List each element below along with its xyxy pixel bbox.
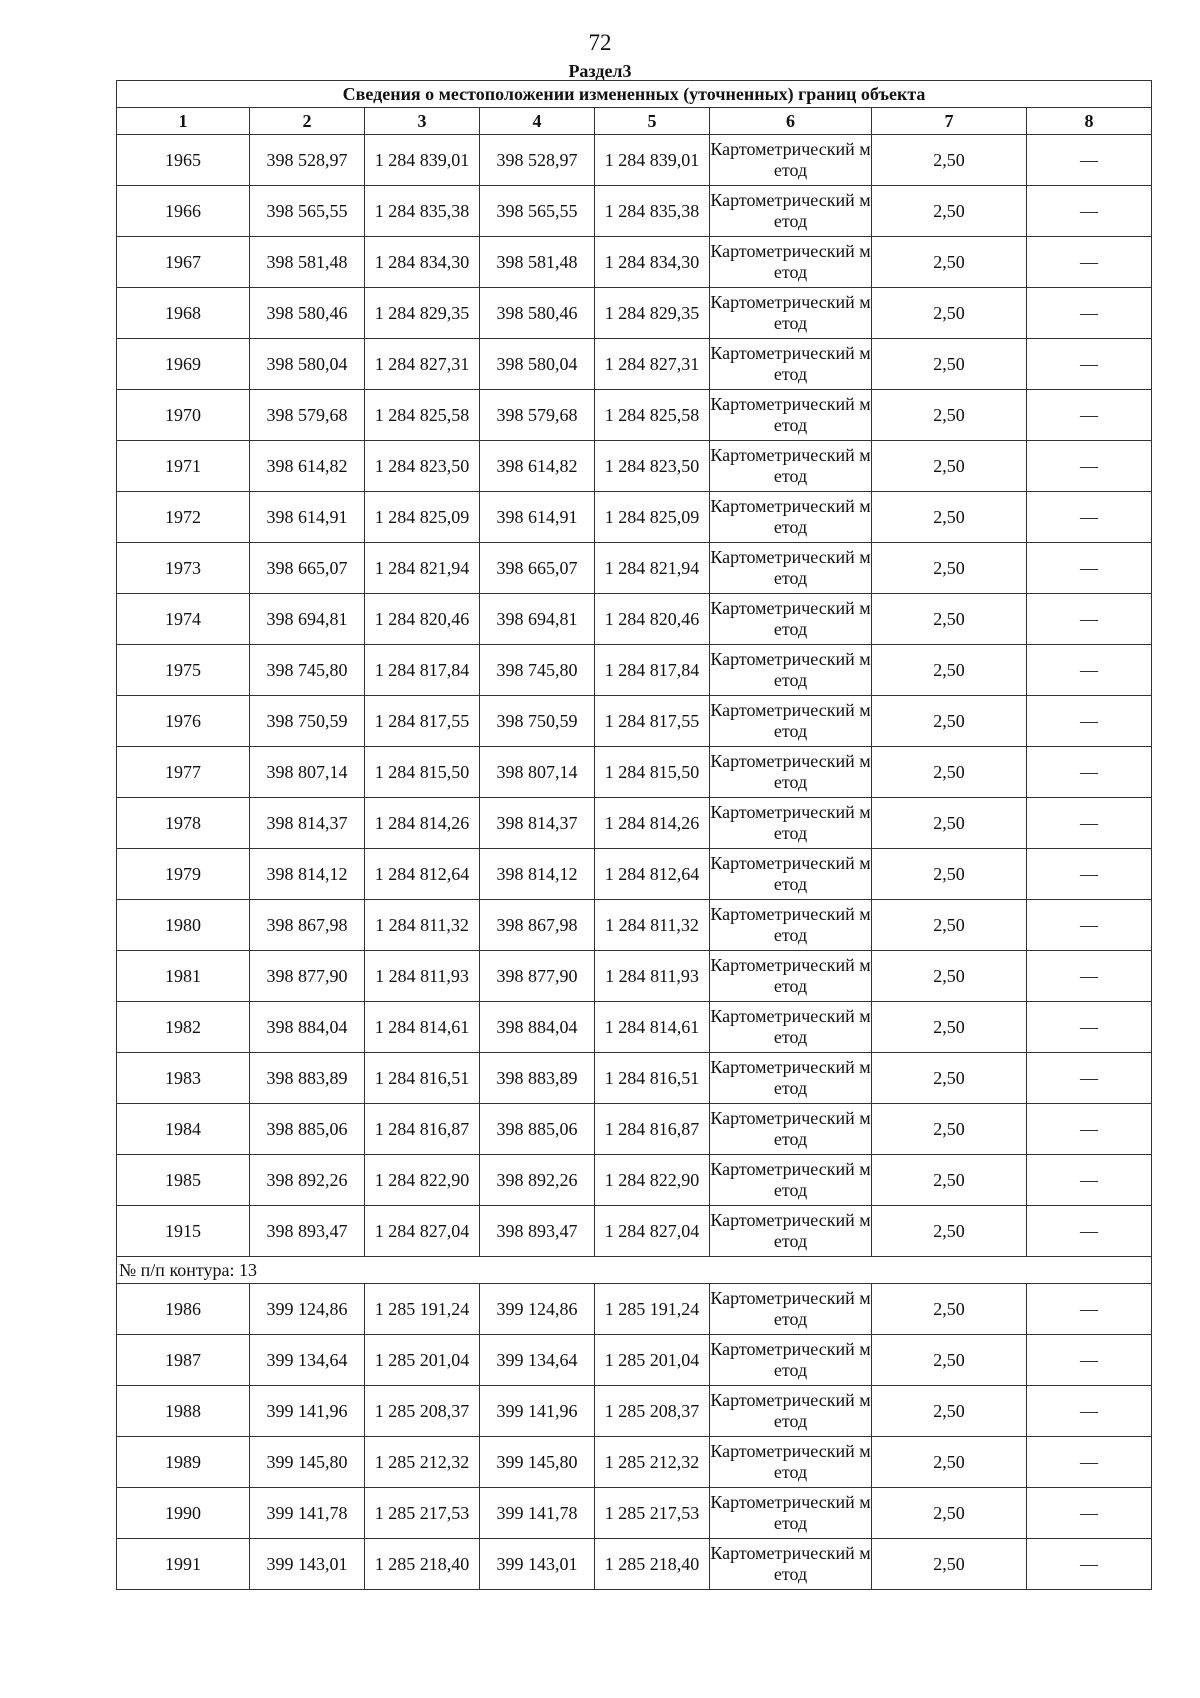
table-row [117, 696, 1152, 747]
existing-x-cell: 398 665,07 [250, 543, 365, 594]
table-row [117, 900, 1152, 951]
existing-x-cell: 398 745,80 [250, 645, 365, 696]
table-row [117, 135, 1152, 186]
point-number-cell: 1980 [117, 900, 250, 951]
accuracy-cell: 2,50 [872, 543, 1027, 594]
new-y-cell: 1 284 814,26 [595, 798, 710, 849]
table-row [117, 849, 1152, 900]
description-cell: — [1027, 1335, 1152, 1386]
accuracy-cell: 2,50 [872, 645, 1027, 696]
determination-method-cell: Картометрический метод [710, 135, 872, 186]
table-row [117, 645, 1152, 696]
determination-method-cell: Картометрический метод [710, 900, 872, 951]
new-x-cell: 398 814,37 [480, 798, 595, 849]
existing-x-cell: 398 883,89 [250, 1053, 365, 1104]
new-x-cell: 399 141,96 [480, 1386, 595, 1437]
determination-method-cell: Картометрический метод [710, 288, 872, 339]
column-header-8: 8 [1027, 108, 1152, 135]
point-number-cell: 1983 [117, 1053, 250, 1104]
new-y-cell: 1 284 814,61 [595, 1002, 710, 1053]
point-number-cell: 1987 [117, 1335, 250, 1386]
existing-x-cell: 398 814,12 [250, 849, 365, 900]
point-number-cell: 1986 [117, 1284, 250, 1335]
determination-method-cell: Картометрический метод [710, 747, 872, 798]
determination-method-cell: Картометрический метод [710, 645, 872, 696]
existing-x-cell: 398 885,06 [250, 1104, 365, 1155]
determination-method-cell: Картометрический метод [710, 186, 872, 237]
point-number-cell: 1990 [117, 1488, 250, 1539]
column-header-1: 1 [117, 108, 250, 135]
accuracy-cell: 2,50 [872, 339, 1027, 390]
point-number-cell: 1977 [117, 747, 250, 798]
accuracy-cell: 2,50 [872, 798, 1027, 849]
existing-y-cell: 1 284 825,58 [365, 390, 480, 441]
description-cell: — [1027, 288, 1152, 339]
table-row [117, 951, 1152, 1002]
description-cell: — [1027, 951, 1152, 1002]
table-row [117, 492, 1152, 543]
new-y-cell: 1 284 811,93 [595, 951, 710, 1002]
determination-method-cell: Картометрический метод [710, 1002, 872, 1053]
boundary-coordinates-table [116, 80, 1152, 1590]
table-row [117, 186, 1152, 237]
existing-y-cell: 1 284 827,04 [365, 1206, 480, 1257]
point-number-cell: 1966 [117, 186, 250, 237]
existing-y-cell: 1 284 817,55 [365, 696, 480, 747]
existing-y-cell: 1 284 816,87 [365, 1104, 480, 1155]
description-cell: — [1027, 390, 1152, 441]
point-number-cell: 1984 [117, 1104, 250, 1155]
description-cell: — [1027, 492, 1152, 543]
table-row [117, 747, 1152, 798]
table-row [117, 798, 1152, 849]
accuracy-cell: 2,50 [872, 288, 1027, 339]
accuracy-cell: 2,50 [872, 1437, 1027, 1488]
determination-method-cell: Картометрический метод [710, 1053, 872, 1104]
determination-method-cell: Картометрический метод [710, 1488, 872, 1539]
column-header-5: 5 [595, 108, 710, 135]
accuracy-cell: 2,50 [872, 594, 1027, 645]
existing-x-cell: 398 694,81 [250, 594, 365, 645]
new-x-cell: 398 665,07 [480, 543, 595, 594]
column-header-6: 6 [710, 108, 872, 135]
point-number-cell: 1965 [117, 135, 250, 186]
existing-x-cell: 398 580,46 [250, 288, 365, 339]
column-header-2: 2 [250, 108, 365, 135]
existing-x-cell: 398 614,91 [250, 492, 365, 543]
existing-y-cell: 1 284 823,50 [365, 441, 480, 492]
new-x-cell: 398 528,97 [480, 135, 595, 186]
existing-x-cell: 399 143,01 [250, 1539, 365, 1590]
existing-x-cell: 398 528,97 [250, 135, 365, 186]
page-number: 72 [588, 30, 612, 55]
accuracy-cell: 2,50 [872, 441, 1027, 492]
determination-method-cell: Картометрический метод [710, 1284, 872, 1335]
existing-y-cell: 1 284 834,30 [365, 237, 480, 288]
description-cell: — [1027, 1104, 1152, 1155]
existing-y-cell: 1 284 817,84 [365, 645, 480, 696]
new-x-cell: 399 124,86 [480, 1284, 595, 1335]
determination-method-cell: Картометрический метод [710, 1206, 872, 1257]
existing-y-cell: 1 284 814,61 [365, 1002, 480, 1053]
accuracy-cell: 2,50 [872, 390, 1027, 441]
existing-x-cell: 398 877,90 [250, 951, 365, 1002]
new-x-cell: 398 885,06 [480, 1104, 595, 1155]
description-cell: — [1027, 1437, 1152, 1488]
new-x-cell: 398 750,59 [480, 696, 595, 747]
new-y-cell: 1 284 820,46 [595, 594, 710, 645]
accuracy-cell: 2,50 [872, 1335, 1027, 1386]
existing-y-cell: 1 285 212,32 [365, 1437, 480, 1488]
description-cell: — [1027, 696, 1152, 747]
column-header-7: 7 [872, 108, 1027, 135]
point-number-cell: 1967 [117, 237, 250, 288]
new-x-cell: 398 893,47 [480, 1206, 595, 1257]
new-x-cell: 398 580,46 [480, 288, 595, 339]
point-number-cell: 1979 [117, 849, 250, 900]
new-y-cell: 1 284 811,32 [595, 900, 710, 951]
determination-method-cell: Картометрический метод [710, 1437, 872, 1488]
existing-y-cell: 1 284 820,46 [365, 594, 480, 645]
point-number-cell: 1981 [117, 951, 250, 1002]
determination-method-cell: Картометрический метод [710, 594, 872, 645]
section-title: Раздел3 [568, 61, 632, 81]
table-row [117, 390, 1152, 441]
point-number-cell: 1978 [117, 798, 250, 849]
description-cell: — [1027, 135, 1152, 186]
accuracy-cell: 2,50 [872, 237, 1027, 288]
table-row [117, 1206, 1152, 1257]
existing-y-cell: 1 284 829,35 [365, 288, 480, 339]
point-number-cell: 1970 [117, 390, 250, 441]
new-x-cell: 398 807,14 [480, 747, 595, 798]
description-cell: — [1027, 237, 1152, 288]
description-cell: — [1027, 645, 1152, 696]
new-y-cell: 1 285 217,53 [595, 1488, 710, 1539]
description-cell: — [1027, 339, 1152, 390]
contour-label-row [117, 1257, 1152, 1284]
existing-y-cell: 1 284 822,90 [365, 1155, 480, 1206]
column-header-4: 4 [480, 108, 595, 135]
existing-x-cell: 398 581,48 [250, 237, 365, 288]
determination-method-cell: Картометрический метод [710, 390, 872, 441]
description-cell: — [1027, 1488, 1152, 1539]
table-row [117, 1437, 1152, 1488]
determination-method-cell: Картометрический метод [710, 1104, 872, 1155]
existing-y-cell: 1 284 835,38 [365, 186, 480, 237]
column-header-3: 3 [365, 108, 480, 135]
new-y-cell: 1 284 816,87 [595, 1104, 710, 1155]
table-row [117, 1539, 1152, 1590]
table-row [117, 1335, 1152, 1386]
point-number-cell: 1976 [117, 696, 250, 747]
new-x-cell: 398 565,55 [480, 186, 595, 237]
new-y-cell: 1 284 815,50 [595, 747, 710, 798]
description-cell: — [1027, 543, 1152, 594]
new-x-cell: 398 884,04 [480, 1002, 595, 1053]
point-number-cell: 1989 [117, 1437, 250, 1488]
accuracy-cell: 2,50 [872, 135, 1027, 186]
existing-x-cell: 398 807,14 [250, 747, 365, 798]
description-cell: — [1027, 441, 1152, 492]
accuracy-cell: 2,50 [872, 849, 1027, 900]
existing-x-cell: 399 134,64 [250, 1335, 365, 1386]
existing-x-cell: 398 893,47 [250, 1206, 365, 1257]
accuracy-cell: 2,50 [872, 1206, 1027, 1257]
description-cell: — [1027, 1206, 1152, 1257]
new-y-cell: 1 284 834,30 [595, 237, 710, 288]
new-y-cell: 1 284 817,84 [595, 645, 710, 696]
new-y-cell: 1 284 825,58 [595, 390, 710, 441]
accuracy-cell: 2,50 [872, 1053, 1027, 1104]
accuracy-cell: 2,50 [872, 492, 1027, 543]
existing-x-cell: 399 141,96 [250, 1386, 365, 1437]
existing-y-cell: 1 285 217,53 [365, 1488, 480, 1539]
existing-y-cell: 1 285 201,04 [365, 1335, 480, 1386]
existing-x-cell: 399 141,78 [250, 1488, 365, 1539]
point-number-cell: 1982 [117, 1002, 250, 1053]
new-y-cell: 1 284 827,04 [595, 1206, 710, 1257]
description-cell: — [1027, 1053, 1152, 1104]
existing-y-cell: 1 284 811,32 [365, 900, 480, 951]
new-x-cell: 398 745,80 [480, 645, 595, 696]
new-y-cell: 1 284 823,50 [595, 441, 710, 492]
table-row [117, 1002, 1152, 1053]
new-y-cell: 1 284 822,90 [595, 1155, 710, 1206]
new-y-cell: 1 284 817,55 [595, 696, 710, 747]
description-cell: — [1027, 186, 1152, 237]
accuracy-cell: 2,50 [872, 1386, 1027, 1437]
existing-x-cell: 398 892,26 [250, 1155, 365, 1206]
new-y-cell: 1 284 812,64 [595, 849, 710, 900]
point-number-cell: 1915 [117, 1206, 250, 1257]
accuracy-cell: 2,50 [872, 696, 1027, 747]
description-cell: — [1027, 798, 1152, 849]
point-number-cell: 1975 [117, 645, 250, 696]
table-caption: Сведения о местоположении измененных (уточненных) границ объекта [117, 81, 1152, 108]
determination-method-cell: Картометрический метод [710, 798, 872, 849]
new-x-cell: 399 134,64 [480, 1335, 595, 1386]
accuracy-cell: 2,50 [872, 1155, 1027, 1206]
point-number-cell: 1969 [117, 339, 250, 390]
table-row [117, 339, 1152, 390]
table-row [117, 1104, 1152, 1155]
determination-method-cell: Картометрический метод [710, 951, 872, 1002]
new-y-cell: 1 285 201,04 [595, 1335, 710, 1386]
table-row [117, 288, 1152, 339]
new-x-cell: 398 892,26 [480, 1155, 595, 1206]
table-row [117, 543, 1152, 594]
existing-y-cell: 1 285 191,24 [365, 1284, 480, 1335]
point-number-cell: 1972 [117, 492, 250, 543]
accuracy-cell: 2,50 [872, 1284, 1027, 1335]
accuracy-cell: 2,50 [872, 1104, 1027, 1155]
determination-method-cell: Картометрический метод [710, 441, 872, 492]
existing-x-cell: 398 884,04 [250, 1002, 365, 1053]
description-cell: — [1027, 594, 1152, 645]
new-x-cell: 398 694,81 [480, 594, 595, 645]
existing-y-cell: 1 284 821,94 [365, 543, 480, 594]
new-y-cell: 1 285 212,32 [595, 1437, 710, 1488]
new-x-cell: 399 141,78 [480, 1488, 595, 1539]
existing-x-cell: 399 124,86 [250, 1284, 365, 1335]
accuracy-cell: 2,50 [872, 747, 1027, 798]
table-header-row [117, 108, 1152, 135]
accuracy-cell: 2,50 [872, 1002, 1027, 1053]
determination-method-cell: Картометрический метод [710, 1335, 872, 1386]
existing-y-cell: 1 285 208,37 [365, 1386, 480, 1437]
new-y-cell: 1 284 839,01 [595, 135, 710, 186]
determination-method-cell: Картометрический метод [710, 543, 872, 594]
existing-y-cell: 1 284 816,51 [365, 1053, 480, 1104]
new-y-cell: 1 284 825,09 [595, 492, 710, 543]
accuracy-cell: 2,50 [872, 900, 1027, 951]
new-x-cell: 398 579,68 [480, 390, 595, 441]
new-x-cell: 398 580,04 [480, 339, 595, 390]
description-cell: — [1027, 1386, 1152, 1437]
existing-x-cell: 398 565,55 [250, 186, 365, 237]
point-number-cell: 1991 [117, 1539, 250, 1590]
existing-y-cell: 1 284 839,01 [365, 135, 480, 186]
existing-x-cell: 398 867,98 [250, 900, 365, 951]
description-cell: — [1027, 1539, 1152, 1590]
table-row [117, 1386, 1152, 1437]
existing-x-cell: 399 145,80 [250, 1437, 365, 1488]
new-x-cell: 398 867,98 [480, 900, 595, 951]
determination-method-cell: Картометрический метод [710, 1386, 872, 1437]
new-x-cell: 399 145,80 [480, 1437, 595, 1488]
point-number-cell: 1988 [117, 1386, 250, 1437]
new-x-cell: 398 883,89 [480, 1053, 595, 1104]
new-y-cell: 1 285 218,40 [595, 1539, 710, 1590]
new-y-cell: 1 285 191,24 [595, 1284, 710, 1335]
accuracy-cell: 2,50 [872, 951, 1027, 1002]
determination-method-cell: Картометрический метод [710, 1155, 872, 1206]
new-y-cell: 1 285 208,37 [595, 1386, 710, 1437]
determination-method-cell: Картометрический метод [710, 492, 872, 543]
new-x-cell: 398 614,82 [480, 441, 595, 492]
point-number-cell: 1971 [117, 441, 250, 492]
point-number-cell: 1968 [117, 288, 250, 339]
determination-method-cell: Картометрический метод [710, 339, 872, 390]
determination-method-cell: Картометрический метод [710, 696, 872, 747]
table-row [117, 1284, 1152, 1335]
contour-label: № п/п контура: 13 [117, 1257, 1152, 1284]
existing-y-cell: 1 284 827,31 [365, 339, 480, 390]
accuracy-cell: 2,50 [872, 1488, 1027, 1539]
existing-x-cell: 398 614,82 [250, 441, 365, 492]
determination-method-cell: Картометрический метод [710, 237, 872, 288]
existing-x-cell: 398 580,04 [250, 339, 365, 390]
table-body [117, 81, 1152, 1590]
new-x-cell: 398 877,90 [480, 951, 595, 1002]
point-number-cell: 1985 [117, 1155, 250, 1206]
accuracy-cell: 2,50 [872, 186, 1027, 237]
new-y-cell: 1 284 829,35 [595, 288, 710, 339]
table-row [117, 594, 1152, 645]
table-row [117, 1155, 1152, 1206]
table-row [117, 1488, 1152, 1539]
new-x-cell: 399 143,01 [480, 1539, 595, 1590]
existing-y-cell: 1 284 812,64 [365, 849, 480, 900]
table-row [117, 1053, 1152, 1104]
new-x-cell: 398 814,12 [480, 849, 595, 900]
existing-y-cell: 1 285 218,40 [365, 1539, 480, 1590]
new-y-cell: 1 284 835,38 [595, 186, 710, 237]
point-number-cell: 1974 [117, 594, 250, 645]
table-caption-row [117, 81, 1152, 108]
existing-y-cell: 1 284 815,50 [365, 747, 480, 798]
new-x-cell: 398 581,48 [480, 237, 595, 288]
description-cell: — [1027, 1284, 1152, 1335]
description-cell: — [1027, 747, 1152, 798]
determination-method-cell: Картометрический метод [710, 849, 872, 900]
table-row [117, 441, 1152, 492]
description-cell: — [1027, 849, 1152, 900]
determination-method-cell: Картометрический метод [710, 1539, 872, 1590]
existing-y-cell: 1 284 825,09 [365, 492, 480, 543]
existing-y-cell: 1 284 814,26 [365, 798, 480, 849]
new-x-cell: 398 614,91 [480, 492, 595, 543]
description-cell: — [1027, 1002, 1152, 1053]
accuracy-cell: 2,50 [872, 1539, 1027, 1590]
description-cell: — [1027, 900, 1152, 951]
new-y-cell: 1 284 827,31 [595, 339, 710, 390]
existing-x-cell: 398 814,37 [250, 798, 365, 849]
point-number-cell: 1973 [117, 543, 250, 594]
new-y-cell: 1 284 821,94 [595, 543, 710, 594]
existing-y-cell: 1 284 811,93 [365, 951, 480, 1002]
new-y-cell: 1 284 816,51 [595, 1053, 710, 1104]
existing-x-cell: 398 750,59 [250, 696, 365, 747]
existing-x-cell: 398 579,68 [250, 390, 365, 441]
table-row [117, 237, 1152, 288]
description-cell: — [1027, 1155, 1152, 1206]
